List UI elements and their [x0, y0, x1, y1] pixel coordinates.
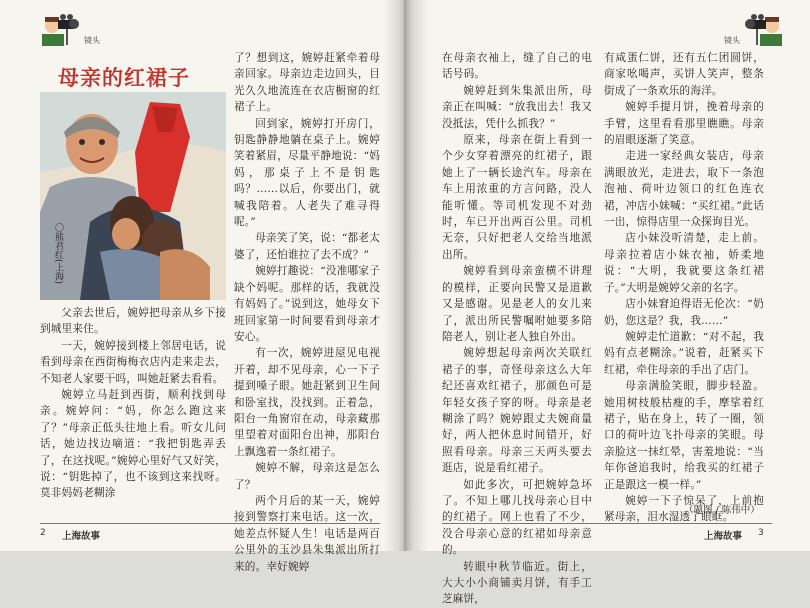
- paragraph: 婉婷赶到朱集派出所，母亲正在叫喊：“放我出去！我又没抵法，凭什么抓我？”: [442, 84, 592, 130]
- paragraph: 原来，母亲在街上看到一个少女穿着漂亮的红裙子，跟她上了一辆长途汽车。母亲在车上用浓重的方言问路，没人能听懂。等司机发现不对劲时，车已开出两百公里。司机无奈，只好把老人交给当地派出所。: [442, 134, 592, 261]
- spine-shadow-right: [406, 0, 428, 551]
- spine-shadow-left: [384, 0, 406, 551]
- paragraph: 婉婷不解，母亲这是怎么了？: [234, 462, 380, 491]
- paragraph: 婉婷走忙道歉：“对不起，我妈有点老糊涂。”说着，赶紧买下红裙，牵住母亲的手出了店门。: [604, 330, 764, 376]
- film-camera-icon: [744, 14, 784, 48]
- left-page: [0, 0, 404, 573]
- article-illustration: [40, 92, 226, 300]
- paragraph: 如此多次，可把婉婷急坏了。不知上哪儿找母亲心目中的红裙子。网上也看了不少，没合母亲心意的红裙如母亲意的。: [442, 478, 592, 557]
- paragraph: 回到家，婉婷打开房门，钥匙静静地躺在桌子上。婉婷笑着紧眉，尽量平静地说：“妈妈，那桌子上不是钥匙吗？……以后，你要出门，就喊我陪着。人老失了难寻得呢。”: [234, 117, 380, 229]
- brand-right: 上海故事: [704, 531, 743, 542]
- page-number-left: 2: [40, 528, 46, 538]
- author-byline: 〇熊君红(上海): [53, 223, 63, 285]
- paragraph: 一天，婉婷接到楼上邻居电话，说看到母亲在西街梅梅衣店内走来走去，不知老人家要干吗，叫她赶紧去看看。: [40, 339, 226, 385]
- paragraph: 婉婷想起母亲两次关联红裙子的事，奇怪母亲这么大年纪还喜欢红裙子，那颜色可是年轻女孩子穿的呀。母亲是老糊涂了吗？婉婷跟丈夫婉商量好，两人把休息时间错开，好照看母亲。母亲三天两头要去逛店，说是看红裙子。: [442, 347, 592, 475]
- paragraph: 婉婷看到母亲蛮横不讲理的模样，正要向民警又是道歉又是感谢。见是老人的女儿来了，派出所民警嘱咐她要多陪陪老人，别让老人独自外出。: [442, 265, 592, 343]
- page-number-right: 3: [758, 528, 764, 538]
- column-2: [234, 50, 380, 575]
- column-1: [40, 305, 226, 502]
- footer-rule-left: [40, 523, 380, 524]
- column-3: [442, 50, 592, 608]
- paragraph: 店小妹没听清楚，走上前。母亲拉着店小妹衣袖，娇柔地说：“大明，我就要这条红裙子。”大明是婉婷父亲的名字。: [604, 232, 764, 294]
- section-header-right: [724, 14, 784, 48]
- illustration-credit: （题图 / 陈伟中）: [684, 505, 760, 516]
- section-label: 镜头: [84, 35, 100, 45]
- section-label: 镜头: [724, 35, 740, 45]
- paragraph: 母亲笑了笑，说：“都老太婆了，还怕谁拉了去不成？”: [234, 232, 380, 261]
- film-camera-icon: [40, 14, 80, 48]
- brand-left: 上海故事: [62, 531, 101, 542]
- paragraph: 婉婷立马赶到西街，顺利找到母亲。婉婷问：“妈，你怎么跑这来了？”母亲正低头往地上看。听女儿问话，她边找边嘀道：“我把钥匙弄丢了，在这找呢。”婉婷心里好气又好笑，说：“钥匙掉了，也不该到这来找呀。莫非妈妈老糊涂: [40, 389, 226, 500]
- paragraph: 店小妹窘迫得语无伦次：“奶奶，您这是？我，我……”: [604, 298, 764, 327]
- right-page: [406, 0, 810, 606]
- paragraph: 婉婷一下子惊呆了，上前抱紧母亲，泪水湿透了眼眶。: [604, 494, 764, 524]
- article-title: 母亲的红裙子: [58, 66, 190, 90]
- paragraph: 婉婷手提月饼，挽着母亲的手臂，这里看看那里瞧瞧。母亲的眉眼逐渐了笑意。: [604, 101, 764, 147]
- paragraph: 两个月后的某一天，婉婷接到警察打来电话。这一次，她差点怀疑人生！电话是两百公里外的玉沙县朱集派出所打来的。幸好婉婷: [234, 494, 380, 573]
- paragraph: 母亲满脸笑眼，脚步轻盈。她用树枝般枯瘦的手，摩挲着红裙子，贴在身上，转了一圈，领口的荷叶边飞扑母亲的笑眼。母亲脸这一抹红晕，害羞地说：“当年你爸追我时，给我买的红裙子正是跟这一模一样。”: [604, 380, 764, 491]
- paragraph: 父亲去世后，婉婷把母亲从乡下接到城里来住。: [40, 307, 226, 336]
- paragraph: 婉婷打趣说：“没准哪家子缺个妈呢。那样的话，我就没有妈妈了。”说到这，她母女下班回家第一时间要看到母亲才安心。: [234, 265, 380, 343]
- column-4: [604, 50, 764, 526]
- paragraph: 转眼中秋节临近。街上，大大小小商铺卖月饼，有手工芝麻饼，: [442, 560, 592, 606]
- footer-rule-right: [442, 523, 772, 524]
- section-header-left: [40, 14, 100, 48]
- paragraph: 了？想到这，婉婷赶紧牵着母亲回家。母亲边走边回头，目光久久地流连在衣店橱窗的红裙子上。: [234, 52, 380, 114]
- paragraph: 有咸蛋仁饼，还有五仁团圆饼，商家吆喝声，买饼人笑声，整条街成了一条欢乐的海洋。: [604, 52, 764, 97]
- paragraph: 在母亲衣袖上，缝了自己的电话号码。: [442, 52, 592, 81]
- paragraph: 走进一家经典女装店，母亲满眼放光，走进去，取下一条泡泡袖、荷叶边领口的红色连衣裙，冲店小妹喊：“买红裙。”此话一出，惊得店里一众探询目光。: [604, 150, 764, 229]
- paragraph: 有一次，婉婷进屋见电视开着，却不见母亲，心一下子提到嗓子眼。她赶紧到卫生间和卧室找，没找到。正着急，阳台一角窗帘在动，母亲藏那里望着对面阳台出神，那阳台上飘逸着一条红裙子。: [234, 347, 380, 458]
